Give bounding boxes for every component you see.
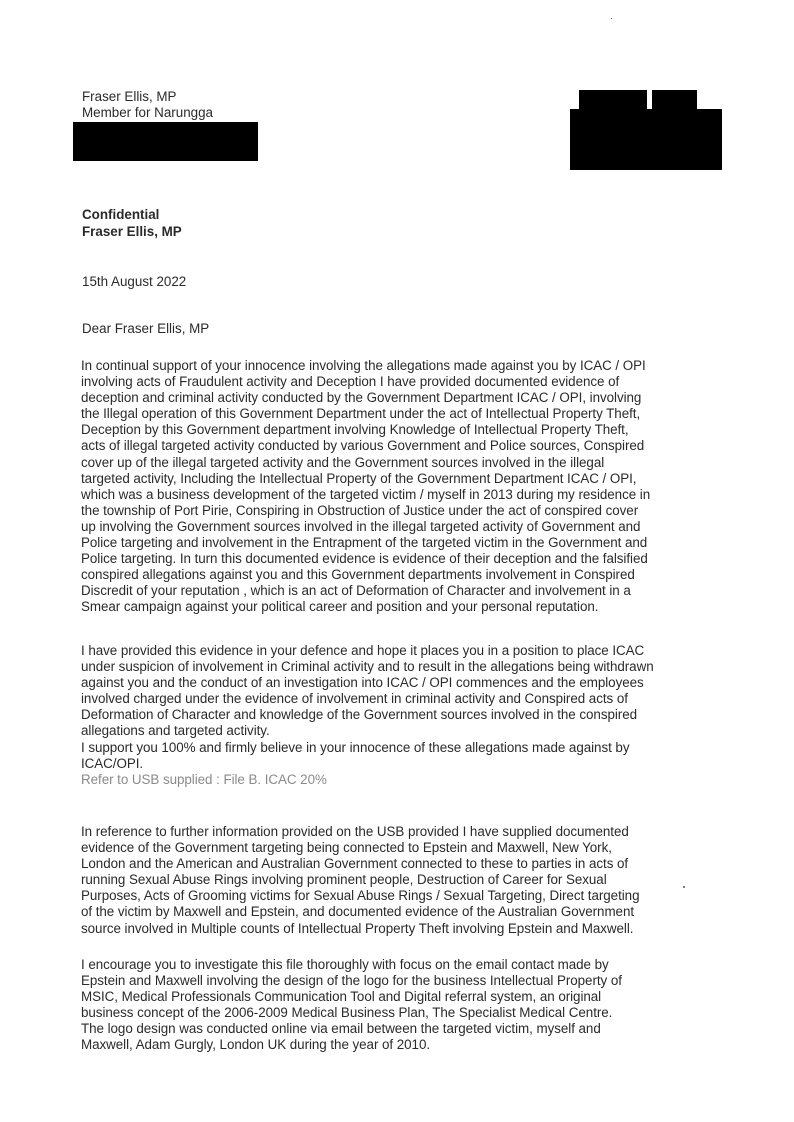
paragraph-line: evidence of the Government targeting being connected to Epstein and Maxwell, New York, [81, 840, 612, 856]
paragraph-line: which was a business development of the targeted victim / myself in 2013 during my residence in [81, 486, 651, 502]
paragraph-line: allegations and targeted activity. [81, 723, 270, 739]
paragraph-line: Deformation of Character and knowledge of the Government sources involved in the conspired [81, 707, 637, 723]
paragraph-4 [81, 957, 711, 1054]
paragraph-line: under suspicion of involvement in Criminal activity and to result in the allegations being withdrawn [81, 659, 654, 675]
paragraph-line: source involved in Multiple counts of Intellectual Property Theft involving Epstein and Maxwell. [81, 920, 634, 936]
paragraph-line: running Sexual Abuse Rings involving prominent people, Destruction of Career for Sexual [81, 872, 607, 888]
paragraph-line: deception and criminal activity conducted by the Government Department ICAC / OPI, involving [81, 390, 642, 406]
paragraph-line: conspired allegations against you and this Government departments involvement in Conspired [81, 567, 635, 583]
scan-speck [611, 18, 612, 19]
paragraph-line: Police targeting and involvement in the Entrapment of the targeted victim in the Government and [81, 535, 648, 551]
paragraph-line: of the victim by Maxwell and Epstein, and documented evidence of the Australian Government [81, 904, 635, 920]
paragraph-line: Epstein and Maxwell involving the design of the logo for the business Intellectual Property of [81, 973, 622, 989]
letter-date: 15th August 2022 [82, 274, 187, 289]
paragraph-line: Discredit of your reputation , which is an act of Deformation of Character and involvement in a [81, 583, 631, 599]
paragraph-line: ICAC/OPI. [81, 755, 144, 771]
paragraph-line: the township of Port Pirie, Conspiring in Obstruction of Justice under the act of conspired cover [81, 502, 639, 518]
paragraph-line: MSIC, Medical Professionals Communication Tool and Digital referral system, an original [81, 989, 602, 1005]
addressee-line: Fraser Ellis, MP [82, 224, 182, 239]
scan-speck [683, 886, 685, 888]
paragraph-line: Purposes, Acts of Grooming victims for Sexual Abuse Rings / Sexual Targeting, Direct targeting [81, 888, 640, 904]
paragraph-line: The logo design was conducted online via email between the targeted victim, myself and [81, 1021, 601, 1037]
confidential-label: Confidential [82, 207, 160, 222]
sender-member-line: Member for Narungga [82, 105, 213, 120]
paragraph-line: acts of illegal targeted activity conducted by various Government and Police sources, Conspired [81, 438, 645, 454]
paragraph-line: Deception by this Government department involving Knowledge of Intellectual Property Theft, [81, 422, 629, 438]
paragraph-line: Smear campaign against your political career and position and your personal reputation. [81, 599, 599, 615]
paragraph-line: I have provided this evidence in your defence and hope it places you in a position to place ICAC [81, 643, 645, 658]
paragraph-3 [81, 824, 711, 937]
paragraph-line: up involving the Government sources involved in the illegal targeted activity of Government and [81, 518, 641, 534]
paragraph-line: In continual support of your innocence involving the allegations made against you by ICAC / OPI [81, 358, 646, 373]
paragraph-line: In reference to further information provided on the USB provided I have supplied documented [81, 824, 629, 839]
paragraph-line: targeted activity, Including the Intellectual Property of the Government Department ICAC / OPI, [81, 470, 637, 486]
paragraph-line: involved charged under the evidence of involvement in criminal activity and Conspired acts of [81, 691, 628, 707]
paragraph-line: London and the American and Australian Government connected to these to parties in acts of [81, 856, 629, 872]
salutation: Dear Fraser Ellis, MP [82, 321, 210, 336]
redaction-top-right-b [652, 90, 697, 110]
paragraph-line: business concept of the 2006-2009 Medical Business Plan, The Specialist Medical Centre. [81, 1005, 613, 1021]
paragraph-line: Maxwell, Adam Gurgly, London UK during the year of 2010. [81, 1037, 431, 1053]
paragraph-2 [81, 643, 711, 788]
redaction-sender-address [73, 122, 258, 161]
paragraph-1 [81, 358, 711, 616]
usb-reference: Refer to USB supplied : File B. ICAC 20% [81, 771, 327, 787]
paragraph-line: cover up of the illegal targeted activity and the Government sources involved in the illegal [81, 454, 605, 470]
paragraph-line: the Illegal operation of this Government Department under the act of Intellectual Property Theft, [81, 406, 641, 422]
paragraph-line: involving acts of Fraudulent activity and Deception I have provided documented evidence of [81, 374, 620, 390]
sender-name: Fraser Ellis, MP [82, 89, 177, 104]
redaction-top-right-a [579, 90, 647, 110]
paragraph-line: against you and the conduct of an investigation into ICAC / OPI commences and the employees [81, 675, 644, 691]
paragraph-line: Police targeting. In turn this documented evidence is evidence of their deception and the falsified [81, 551, 648, 567]
redaction-top-right-main [570, 109, 722, 170]
paragraph-line: I support you 100% and firmly believe in your innocence of these allegations made against by [81, 739, 630, 755]
paragraph-line: I encourage you to investigate this file thoroughly with focus on the email contact made by [81, 957, 609, 972]
